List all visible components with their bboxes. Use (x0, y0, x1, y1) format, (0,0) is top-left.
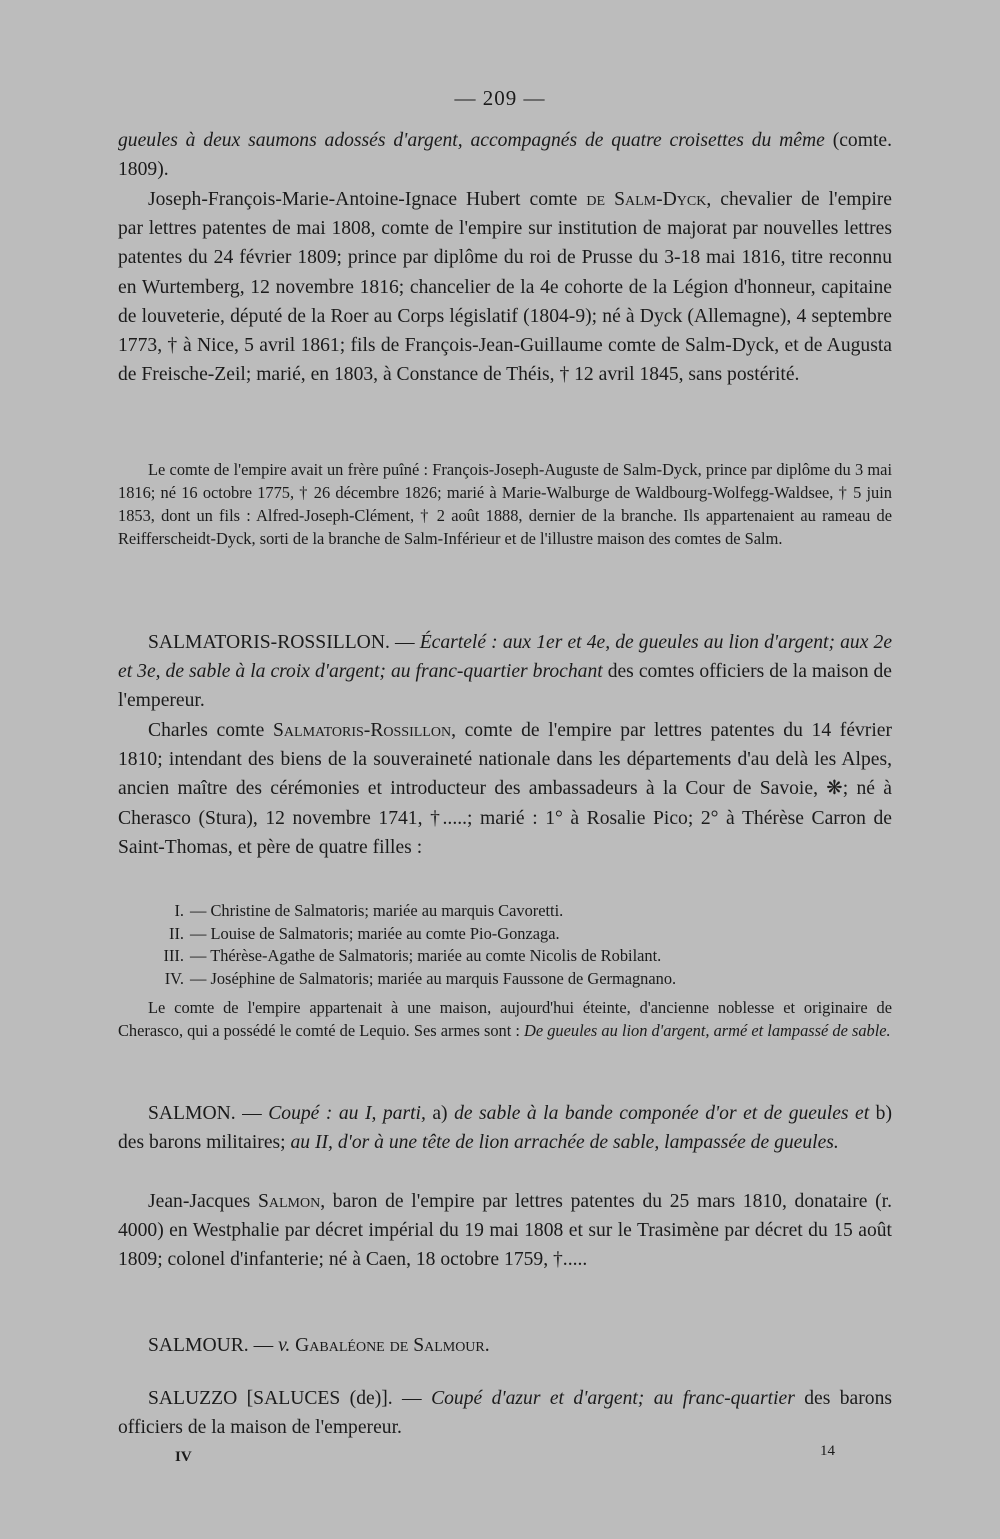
salmon-bio-text-2: , baron de l'empire par lettres patentes du 25 mars 1810, donataire (r. 4000) en Westphalie par décret impérial du 19 mai 1808 et sur le Trasimène par décret du 15 août 1809; colonel d'infanterie; né à Caen, 18 octobre 1759, †..... (118, 1191, 892, 1271)
salm-arms-rest: (comte. 1809). (118, 130, 893, 181)
salmatoris-entry-heading (118, 628, 892, 716)
salmon-dash: — (235, 1103, 269, 1124)
salmatoris-note-arms: De gueules au lion d'argent, armé et lampassé de sable. (524, 1021, 891, 1040)
page-number: — 209 — (454, 86, 546, 110)
saluzzo-dash: — (392, 1388, 432, 1409)
salmatoris-bio-text-1: Charles comte (148, 720, 274, 741)
list-item-number: IV. (164, 968, 184, 988)
saluzzo-heading: SALUZZO [SALUCES (de)]. (148, 1388, 393, 1409)
salmon-heading: SALMON. (148, 1103, 236, 1124)
sheet-number: 14 (820, 1443, 835, 1459)
salmour-heading: SALMOUR. (148, 1335, 249, 1356)
list-item-text: — Thérèse-Agathe de Salmatoris; mariée au comte Nicolis de Robilant. (190, 946, 662, 966)
salmon-bio-name: Salmon (257, 1191, 321, 1212)
saluzzo-blazon-rest: des barons officiers de la maison de l'empereur. (118, 1388, 893, 1439)
list-item (118, 900, 892, 923)
salmour-dash: — (248, 1335, 279, 1356)
salmatoris-note-text: Le comte de l'empire appartenait à une maison, aujourd'hui éteinte, d'ancienne noblesse et originaire de Cherasco, qui a possédé le comté de Lequio. Ses armes sont : (118, 998, 892, 1040)
salmatoris-bio-name: Salmatoris-Rossillon (273, 720, 452, 741)
salmon-bio-text-1: Jean-Jacques (148, 1191, 258, 1212)
salmon-blazon-4: b) des barons militaires; (118, 1103, 892, 1154)
salm-dyck-biography (118, 185, 892, 389)
saluzzo-entry (118, 1384, 892, 1442)
salmatoris-heading: SALMATORIS-ROSSILLON. (148, 632, 390, 653)
salmatoris-blazon: Écartelé : aux 1er et 4e, de gueules au lion d'argent; aux 2e et 3e, de sable à la croix d'argent; au franc-quartier brochant (118, 632, 893, 683)
list-item (118, 923, 892, 946)
salmon-entry-heading (118, 1099, 892, 1157)
salm-arms-italic: gueules à deux saumons adossés d'argent, accompagnés de quatre croisettes du même (118, 130, 825, 151)
salm-bio-name: de Salm-Dyck (586, 189, 707, 210)
salmatoris-note (118, 996, 892, 1042)
salm-dyck-note: Le comte de l'empire avait un frère puîné : François-Joseph-Auguste de Salm-Dyck, prince par diplôme du 3 mai 1816; né 16 octobre 1775, † 26 décembre 1826; marié à Marie-Walburge de Waldbourg-Wolfegg-Waldsee, † 5 juin 1853, dont un fils : Alfred-Joseph-Clément, † 2 août 1888, dernier de la branche. Ils appartenaient au rameau de Reifferscheidt-Dyck, sorti de la branche de Salm-Inférieur et de l'illustre maison des comtes de Salm. (118, 460, 892, 548)
saluzzo-blazon: Coupé d'azur et d'argent; au franc-quartier (431, 1388, 795, 1409)
list-item-number: II. (168, 923, 184, 943)
salmour-reference: Gabaléone de Salmour. (290, 1335, 490, 1356)
salmour-see: v. (278, 1335, 291, 1356)
salmatoris-blazon-rest: des comtes officiers de la maison de l'empereur. (118, 661, 892, 712)
daughters-list (118, 900, 892, 990)
list-item-text: — Joséphine de Salmatoris; mariée au marquis Faussone de Germagnano. (190, 968, 677, 988)
salmon-blazon-2: a) (425, 1103, 455, 1124)
list-item-number: I. (174, 901, 184, 920)
list-item-number: III. (163, 946, 184, 966)
signature-mark: IV (175, 1449, 192, 1465)
salmour-entry (118, 1331, 892, 1360)
salm-arms-continued (118, 126, 892, 184)
salmatoris-biography (118, 716, 892, 862)
salmon-biography (118, 1187, 892, 1275)
salmon-blazon-1: Coupé : au I, parti, (268, 1103, 426, 1124)
salmatoris-dash: — (389, 632, 420, 653)
salm-bio-text-1: Joseph-François-Marie-Antoine-Ignace Hubert comte (148, 189, 587, 210)
list-item (118, 945, 892, 968)
salm-bio-text-2: , chevalier de l'empire par lettres patentes de mai 1808, comte de l'empire sur institution de majorat par nouvelles lettres patentes du 24 février 1809; prince par diplôme du roi de Prusse du 3-18 mai 1816, titre reconnu en Wurtemberg, 12 novembre 1816; chancelier de la 4e cohorte de la Légion d'honneur, capitaine de louveterie, député de la Roer au Corps législatif (1804-9); né à Dyck (Allemagne), 4 septembre 1773, † à Nice, 5 avril 1861; fils de François-Jean-Guillaume comte de Salm-Dyck, et de Augusta de Freische-Zeil; marié, en 1803, à Constance de Théis, † 12 avril 1845, sans postérité. (118, 189, 892, 386)
salmon-blazon-5: au II, d'or à une tête de lion arrachée de sable, lampassée de gueules. (290, 1132, 839, 1154)
list-item-text: — Louise de Salmatoris; mariée au comte Pio-Gonzaga. (190, 923, 560, 943)
list-item (118, 968, 892, 991)
salmatoris-bio-text-2: , comte de l'empire par lettres patentes du 14 février 1810; intendant des biens de la souveraineté nationale dans les départements d'au delà les Alpes, ancien maître des cérémonies et introducteur des ambassadeurs à la Cour de Savoie, ❋; né à Cherasco (Stura), 12 novembre 1741, †.....; marié : 1° à Rosalie Pico; 2° à Thérèse Carron de Saint-Thomas, et père de quatre filles : (118, 720, 892, 858)
salmon-blazon-3: de sable à la bande componée d'or et de gueules et (454, 1103, 870, 1124)
list-item-text: — Christine de Salmatoris; mariée au marquis Cavoretti. (190, 901, 564, 920)
